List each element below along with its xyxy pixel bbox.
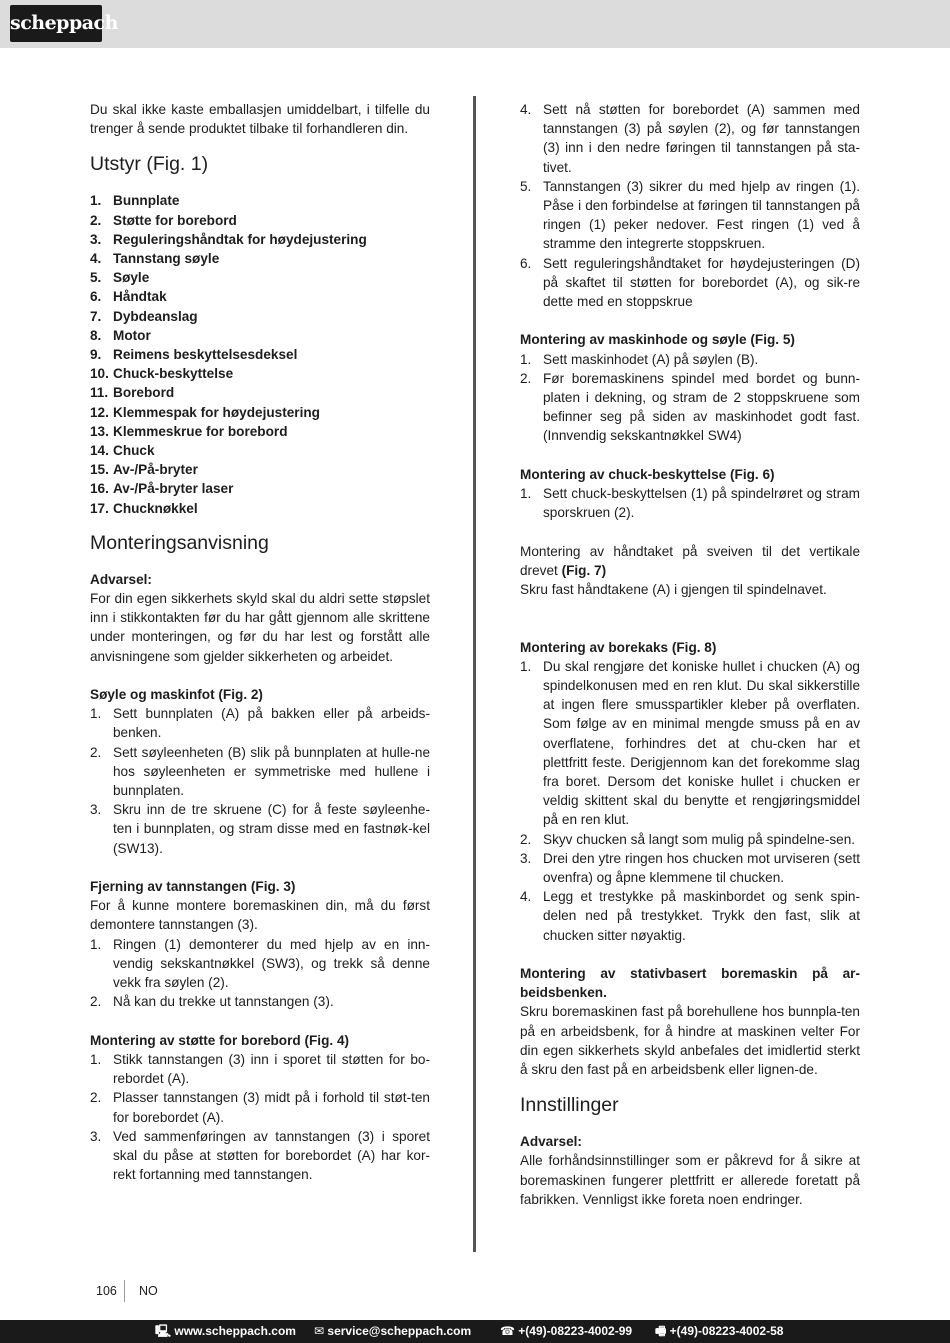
- page-number: 106: [96, 1284, 117, 1298]
- equipment-item: [90, 345, 430, 364]
- item-number: 12.: [90, 404, 109, 420]
- step-text: Ved sammenføringen av tannstangen (3) i sporet skal du påse at støtten for borebordet (A) har kor-rekt fortanning med tannstangen.: [113, 1128, 430, 1183]
- steps-list: [520, 350, 860, 446]
- step-number: 2.: [90, 1090, 102, 1106]
- step-text: Sett chuck-beskyttelsen (1) på spindelrøret og stram sporskruen (2).: [543, 486, 860, 521]
- handle-fig: (Fig. 7): [561, 562, 607, 578]
- step-item: [90, 743, 430, 801]
- monitor-icon: 🖳: [155, 1324, 172, 1338]
- item-label: Bunnplate: [113, 193, 180, 209]
- item-label: Av-/På-bryter: [113, 462, 198, 478]
- equipment-item: [90, 211, 430, 230]
- step-item: [90, 704, 430, 742]
- item-number: 6.: [90, 289, 102, 305]
- step-item: [520, 369, 860, 446]
- settings-heading: Innstillinger: [520, 1094, 619, 1117]
- step-text: Legg et trestykke på maskinbordet og senk spin-delen ned på trestykket. Trykk den fast, slik at chucken sitter nøyaktig.: [543, 889, 860, 943]
- step-number: 1.: [90, 936, 102, 952]
- step-number: 1.: [520, 658, 532, 674]
- step-item: [520, 100, 860, 177]
- section-title: Montering av støtte for borebord (Fig. 4): [90, 1032, 350, 1048]
- step-item: [520, 350, 860, 369]
- steps-list: [520, 657, 860, 945]
- step-number: 3.: [90, 802, 102, 818]
- item-label: Tannstang søyle: [113, 251, 220, 267]
- steps-list: [90, 704, 430, 858]
- step-text: Drei den ytre ringen hos chucken mot urviseren (sett ovenfra) og åpne klemmene til chucken.: [543, 850, 860, 886]
- item-number: 16.: [90, 481, 109, 497]
- step-number: 4.: [520, 102, 532, 117]
- step-item: [520, 254, 860, 312]
- step-item: [520, 484, 860, 522]
- footer-separator: [124, 1280, 125, 1302]
- mail-icon: ✉: [314, 1324, 325, 1338]
- step-item: [520, 830, 860, 849]
- item-number: 8.: [90, 327, 102, 343]
- item-label: Klemmeskrue for borebord: [113, 423, 288, 439]
- step-text: Ringen (1) demonterer du med hjelp av en inn-vendig sekskantnøkkel (SW3), og trekk så denne vekk fra søylen (2).: [113, 936, 430, 991]
- warning-label: Advarsel:: [90, 571, 152, 587]
- item-number: 9.: [90, 347, 102, 363]
- equipment-heading: Utstyr (Fig. 1): [90, 153, 209, 176]
- item-label: Motor: [113, 327, 151, 343]
- section-intro: For å kunne montere boremaskinen din, må du først demontere tannstangen (3).: [90, 898, 430, 933]
- step-number: 1.: [90, 706, 102, 722]
- section-title: Montering av chuck-beskyttelse (Fig. 6): [520, 466, 775, 482]
- step-number: 4.: [520, 889, 532, 905]
- item-label: Chuck-beskyttelse: [113, 366, 234, 382]
- step-text: Sett bunnplaten (A) på bakken eller på arbeids-benken.: [113, 706, 430, 741]
- step-text: Nå kan du trekke ut tannstangen (3).: [113, 994, 334, 1010]
- item-label: Reguleringshåndtak for høydejustering: [113, 231, 367, 247]
- step-number: 1.: [90, 1051, 102, 1067]
- warning-text: For din egen sikkerhets skyld skal du aldri sette støpslet inn i stikkontakten før du har gått gjennom alle skrittene under monteringen, og før du har lest og forstått alle anvisningene som gjelder sikkerheten og arbeidet.: [90, 591, 430, 664]
- step-item: [90, 1050, 430, 1088]
- item-label: Støtte for borebord: [113, 212, 237, 228]
- item-number: 10.: [90, 366, 109, 382]
- equipment-item: [90, 287, 430, 306]
- header-bar: [0, 0, 950, 48]
- step-item: [90, 935, 430, 993]
- step-item: [520, 177, 860, 254]
- steps-list: [90, 1050, 430, 1184]
- equipment-item: [90, 307, 430, 326]
- item-number: 2.: [90, 212, 102, 228]
- item-label: Chucknøkkel: [113, 500, 198, 516]
- assembly-heading: Monteringsanvisning: [90, 531, 269, 554]
- item-number: 17.: [90, 500, 109, 516]
- step-number: 1.: [520, 351, 532, 367]
- step-text: Skru inn de tre skruene (C) for å feste søyleenhe-ten i bunnplaten, og stram disse med en fastnøk-kel (SW13).: [113, 802, 430, 856]
- step-text: Sett nå støtten for borebordet (A) sammen med tannstangen (3) på søylen (2), og før tannstangen (3) inn i den nedre føringen til tannstangen på sta-tivet.: [543, 102, 860, 175]
- equipment-item: [90, 191, 430, 210]
- step-text: Før boremaskinens spindel med bordet og bunn-platen i dekning, og stram de 2 stoppskruene som befinner seg på siden av maskinhodet godt fast. (Innvendig sekskantnøkkel SW4): [543, 370, 860, 444]
- step-item: [90, 1088, 430, 1126]
- step-item: [520, 657, 860, 830]
- step-text: Sett søyleenheten (B) slik på bunnplaten at hulle-ne hos søyleenheten er symmetriske med hullene i bunnplaten.: [113, 744, 430, 799]
- phone-contact: [500, 1320, 632, 1343]
- item-label: Dybdeanslag: [113, 308, 198, 324]
- step-number: 2.: [520, 831, 532, 847]
- item-number: 11.: [90, 385, 109, 401]
- item-label: Borebord: [113, 385, 175, 401]
- item-number: 4.: [90, 251, 102, 267]
- steps-list: [520, 484, 860, 522]
- warning-label: Advarsel:: [520, 1134, 582, 1150]
- warning-text: Alle forhåndsinnstillinger som er påkrevd for å sikre at boremaskinen fungerer plettfritt er allerede foretatt på fabrikken. Vennligst ikke foreta noen endringer.: [520, 1153, 860, 1207]
- equipment-item: [90, 383, 430, 402]
- equipment-item: [90, 422, 430, 441]
- item-number: 5.: [90, 270, 102, 286]
- step-number: 3.: [90, 1128, 102, 1144]
- step-text: Tannstangen (3) sikrer du med hjelp av ringen (1). Påse i den forbindelse at føringen til tannstangen på ringen (1) peker nedover. Fest ringen (1) ved å stramme den integrerte stoppskruen.: [543, 178, 860, 252]
- step-number: 2.: [90, 994, 102, 1010]
- step-text: Sett reguleringshåndtaket for høydejusteringen (D) på skaftet til støtten for borebordet (A), og sik-re dette med en stoppskrue: [543, 255, 860, 310]
- fax-contact: [655, 1320, 783, 1343]
- step-number: 2.: [90, 744, 102, 760]
- step-text: Du skal rengjøre det koniske hullet i chucken (A) og spindelkonusen med en ren klut. Du skal sikkerstille at ingen flere smusspartikler kleber på overflaten. Som følge av en minimal mengde smuss på en av overflatene, forhindres det at chu-cken har et plettfritt feste. Derigjennom kan det forekomme slag fra boret. Dersom det koniske hullet i chucken er veldig skittent skal du benytte et rengjøringsmiddel på en ren klut.: [543, 658, 860, 828]
- item-label: Reimens beskyttelsesdeksel: [113, 347, 298, 363]
- section-text: Skru boremaskinen fast på borehullene hos bunnpla-ten på en arbeidsbenk, for å hindre at maskinen velter For din egen sikkerhets skyld anbefales det imidlertid sterkt å skru den fast på en arbeidsbenk eller lignen-de.: [520, 1004, 860, 1078]
- item-number: 1.: [90, 193, 102, 209]
- steps-list: [90, 935, 430, 1012]
- handle-text: Montering av håndtaket på sveiven til det vertikale drevet: [520, 543, 860, 578]
- equipment-list: [90, 191, 430, 517]
- web-link[interactable]: www.scheppach.com: [174, 1324, 296, 1338]
- item-number: 7.: [90, 308, 102, 324]
- item-label: Chuck: [113, 443, 155, 459]
- right-column: [520, 100, 860, 1209]
- email-link[interactable]: service@scheppach.com: [327, 1324, 472, 1338]
- step-number: 6.: [520, 255, 532, 271]
- equipment-item: [90, 326, 430, 345]
- scheppach-logo: scheppach: [10, 5, 102, 42]
- step-number: 5.: [520, 178, 532, 194]
- fax-icon: 🖷: [655, 1324, 667, 1338]
- steps-list: [520, 100, 860, 311]
- step-text: Skyv chucken så langt som mulig på spindelne-sen.: [543, 831, 856, 847]
- step-number: 3.: [520, 850, 532, 866]
- step-number: 2.: [520, 370, 532, 386]
- section-title: Montering av maskinhode og søyle (Fig. 5): [520, 332, 795, 348]
- equipment-item: [90, 249, 430, 268]
- item-number: 15.: [90, 462, 109, 478]
- section-title: Fjerning av tannstangen (Fig. 3): [90, 879, 296, 895]
- step-text: Plasser tannstangen (3) midt på i forhold til støt-ten for borebordet (A).: [113, 1090, 430, 1125]
- step-text: Sett maskinhodet (A) på søylen (B).: [543, 351, 759, 367]
- step-item: [520, 887, 860, 945]
- equipment-item: [90, 230, 430, 249]
- item-number: 14.: [90, 443, 109, 459]
- web-contact[interactable]: [155, 1320, 296, 1343]
- phone-number: +(49)-08223-4002-99: [518, 1324, 633, 1338]
- email-contact[interactable]: [314, 1320, 471, 1343]
- equipment-item: [90, 499, 430, 518]
- equipment-item: [90, 479, 430, 498]
- equipment-item: [90, 364, 430, 383]
- fax-number: +(49)-08223-4002-58: [669, 1324, 784, 1338]
- phone-icon: ☎: [500, 1324, 515, 1338]
- column-divider: [473, 96, 476, 1252]
- left-column: [90, 100, 430, 1184]
- step-number: 1.: [520, 486, 532, 502]
- handle-text-2: Skru fast håndtakene (A) i gjengen til spindelnavet.: [520, 582, 827, 598]
- equipment-item: [90, 460, 430, 479]
- step-item: [90, 800, 430, 858]
- step-item: [90, 992, 430, 1011]
- language-code: NO: [139, 1284, 158, 1298]
- section-title: Montering av stativbasert boremaskin på ar-beidsbenken.: [520, 966, 860, 1001]
- section-title: Montering av borekaks (Fig. 8): [520, 639, 717, 655]
- handle-paragraph: [520, 542, 860, 580]
- item-label: Klemmespak for høydejustering: [113, 404, 320, 420]
- step-item: [90, 1127, 430, 1185]
- equipment-item: [90, 268, 430, 287]
- equipment-item: [90, 441, 430, 460]
- item-label: Av-/På-bryter laser: [113, 481, 234, 497]
- intro-paragraph: Du skal ikke kaste emballasjen umiddelbart, i tilfelle du trenger å sende produktet tilbake til forhandleren din.: [90, 102, 430, 137]
- contact-bar: [0, 1320, 950, 1343]
- item-label: Håndtak: [113, 289, 167, 305]
- item-number: 13.: [90, 423, 109, 439]
- item-label: Søyle: [113, 270, 150, 286]
- section-title: Søyle og maskinfot (Fig. 2): [90, 687, 263, 703]
- equipment-item: [90, 403, 430, 422]
- item-number: 3.: [90, 231, 102, 247]
- step-item: [520, 849, 860, 887]
- step-text: Stikk tannstangen (3) inn i sporet til støtten for bo-rebordet (A).: [113, 1051, 430, 1087]
